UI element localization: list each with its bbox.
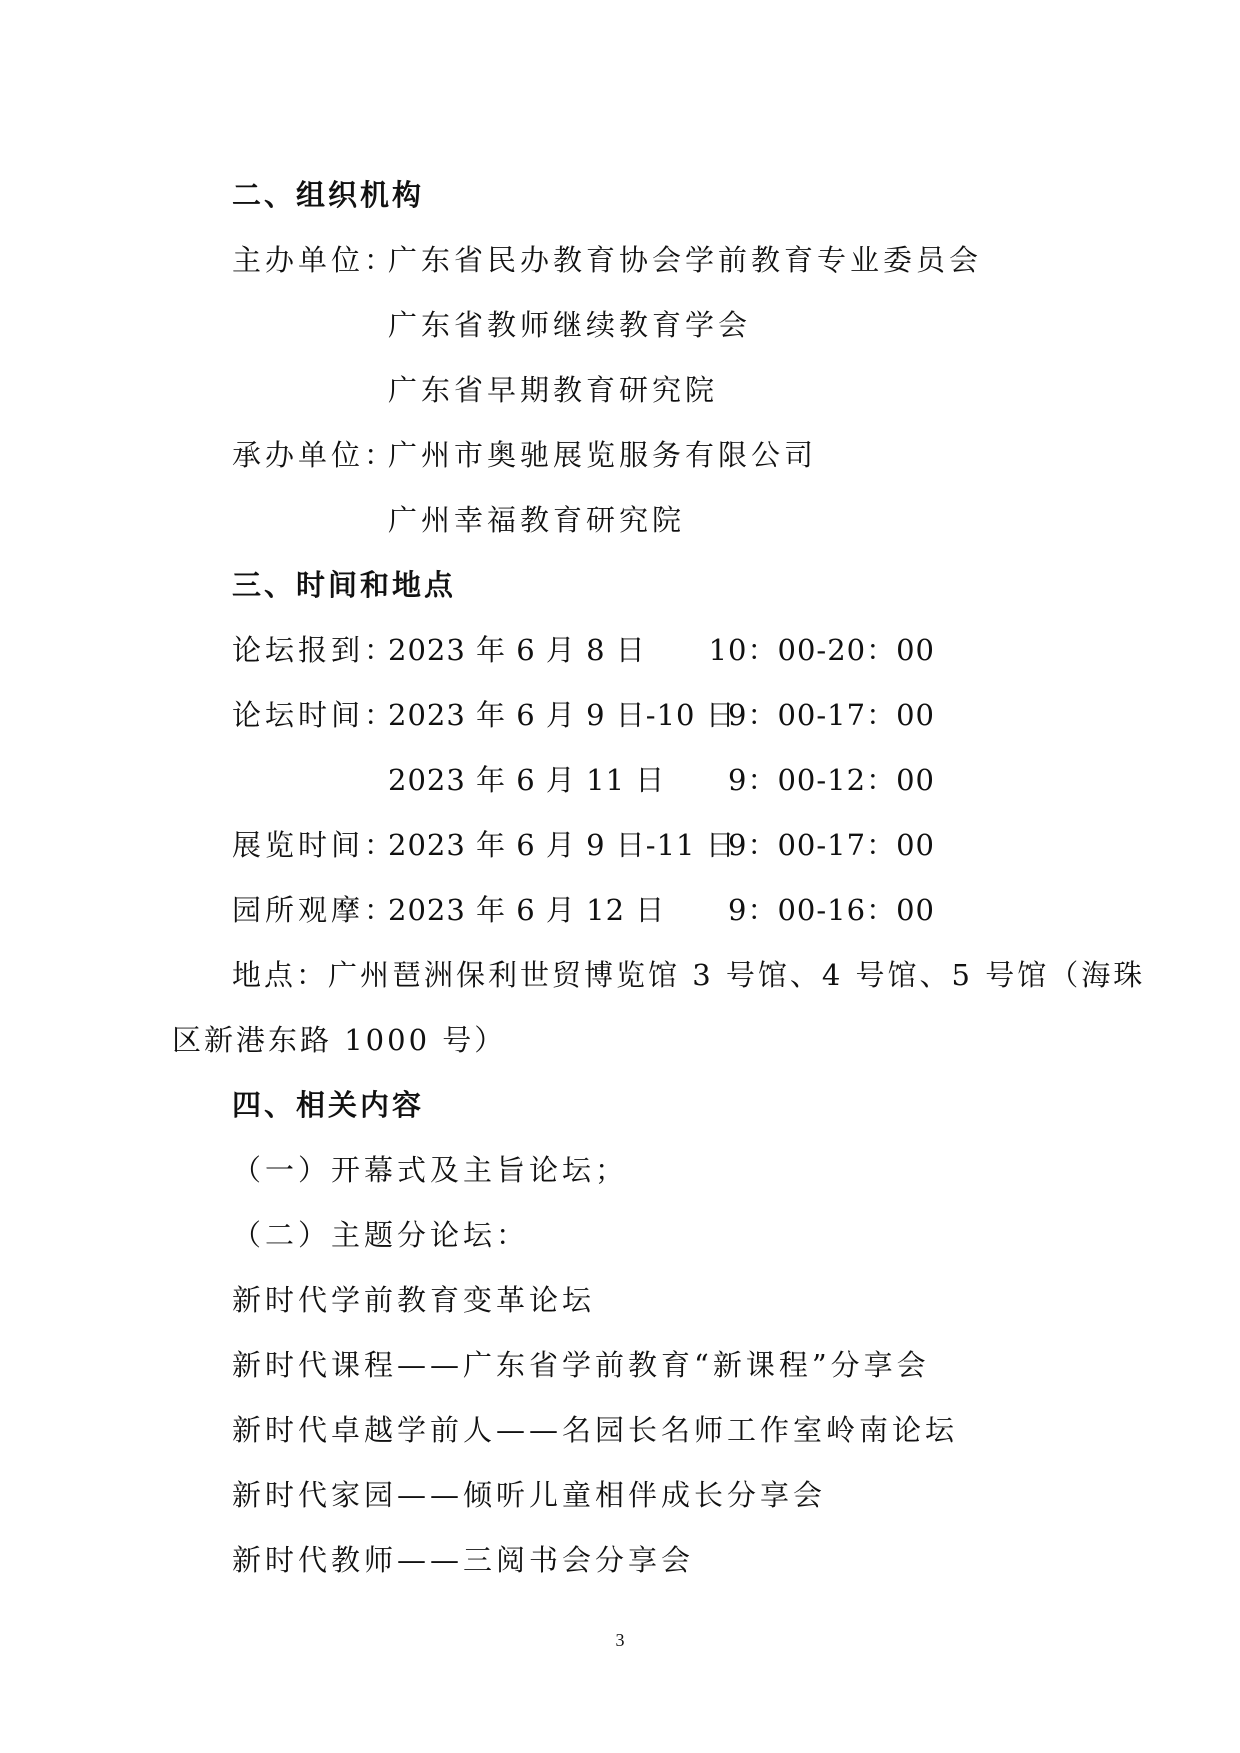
host-label: 主办单位： [232, 243, 398, 277]
schedule-date: 2023 年 6 月 9 日-11 日 [388, 828, 736, 862]
schedule-time: 10：00-20：00 [708, 633, 935, 667]
location-text-continued: 区新港东路 1000 号） [172, 1023, 507, 1057]
content-item: （二）主题分论坛： [232, 1218, 530, 1252]
forum-item: 新时代家园——倾听儿童相伴成长分享会 [232, 1478, 827, 1512]
section-heading-organization: 二、组织机构 [232, 178, 425, 212]
forum-item: 新时代学前教育变革论坛 [232, 1283, 596, 1317]
schedule-date: 2023 年 6 月 11 日 [388, 763, 666, 797]
location-text: 地点：广州琶洲保利世贸博览馆 3 号馆、4 号馆、5 号馆（海珠 [232, 958, 1146, 992]
schedule-time: 9：00-16：00 [728, 893, 935, 927]
schedule-time: 9：00-17：00 [728, 828, 935, 862]
schedule-date: 2023 年 6 月 8 日 [388, 633, 646, 667]
organizer-label: 承办单位： [232, 438, 398, 472]
section-heading-content: 四、相关内容 [232, 1088, 425, 1122]
content-item: （一）开幕式及主旨论坛； [232, 1153, 629, 1187]
schedule-time: 9：00-17：00 [728, 698, 935, 732]
forum-item: 新时代卓越学前人——名园长名师工作室岭南论坛 [232, 1413, 959, 1447]
organizer-item: 广州幸福教育研究院 [388, 503, 686, 537]
schedule-date: 2023 年 6 月 12 日 [388, 893, 666, 927]
schedule-label: 论坛时间： [232, 698, 398, 732]
forum-item: 新时代课程——广东省学前教育“新课程”分享会 [232, 1348, 930, 1382]
schedule-label: 园所观摩： [232, 893, 398, 927]
forum-item: 新时代教师——三阅书会分享会 [232, 1543, 695, 1577]
host-item: 广东省民办教育协会学前教育专业委员会 [388, 243, 983, 277]
section-heading-time-place: 三、时间和地点 [232, 568, 457, 602]
organizer-item: 广州市奥驰展览服务有限公司 [388, 438, 818, 472]
schedule-date: 2023 年 6 月 9 日-10 日 [388, 698, 736, 732]
schedule-time: 9：00-12：00 [728, 763, 935, 797]
host-item: 广东省教师继续教育学会 [388, 308, 752, 342]
schedule-label: 论坛报到： [232, 633, 398, 667]
page-number: 3 [615, 1630, 625, 1650]
host-item: 广东省早期教育研究院 [388, 373, 719, 407]
schedule-label: 展览时间： [232, 828, 398, 862]
